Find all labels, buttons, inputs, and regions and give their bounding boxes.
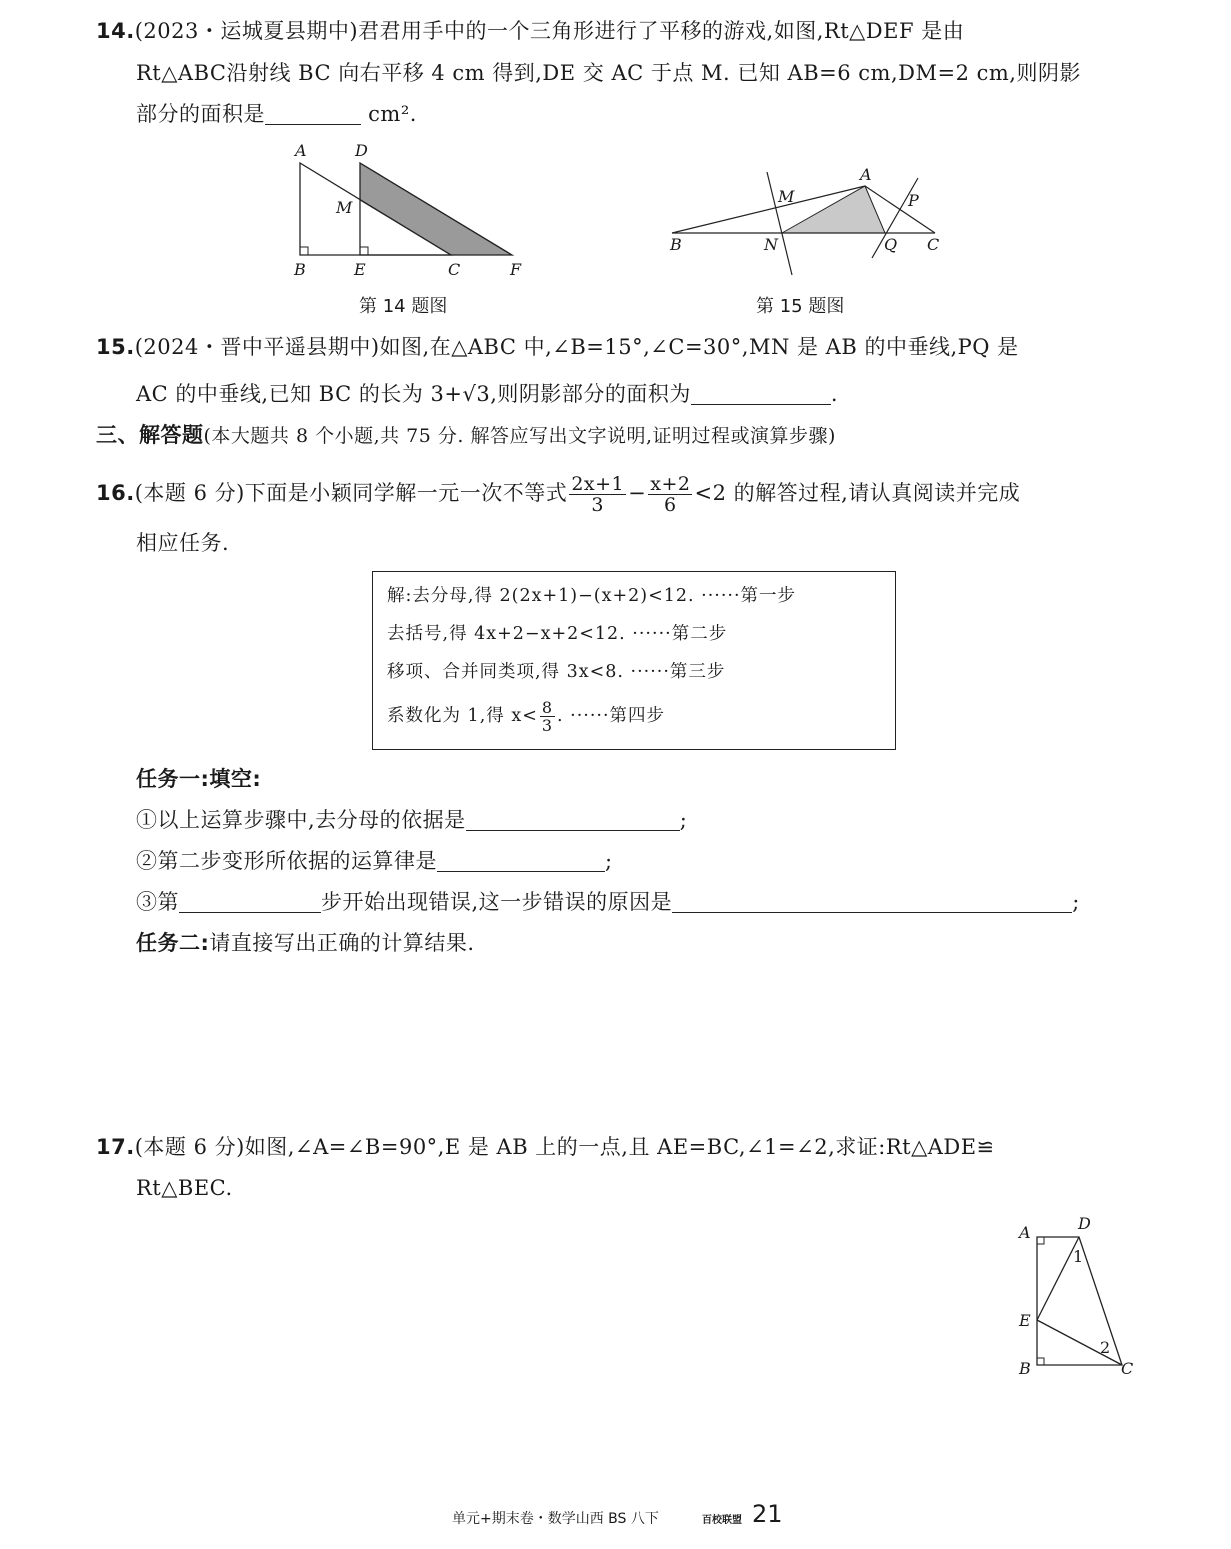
q17-line1 bbox=[96, 1132, 995, 1162]
figure-14 bbox=[270, 138, 540, 283]
fig14-right-angle-b bbox=[300, 247, 308, 255]
q17-line2: Rt△BEC. bbox=[136, 1176, 233, 1200]
fig17-label-angle2: 2 bbox=[1100, 1338, 1111, 1357]
q14-unit: cm². bbox=[361, 102, 417, 126]
q15-text-2: AC 的中垂线,已知 BC 的长为 3+√3,则阴影部分的面积为 bbox=[136, 382, 691, 406]
q16-item3-blank-step[interactable] bbox=[179, 890, 321, 913]
q16-step4-post: . ······第四步 bbox=[557, 706, 666, 726]
q16-solution-step3: 移项、合并同类项,得 3x<8. ······第三步 bbox=[387, 662, 726, 682]
q16-task1-title: 任务一: bbox=[136, 767, 210, 791]
fig17-label-angle1: 1 bbox=[1073, 1247, 1084, 1266]
q16-item2-end: ; bbox=[605, 849, 613, 873]
q14-caption: 第 14 题图 bbox=[359, 296, 448, 317]
q16-item2 bbox=[136, 846, 613, 876]
q15-answer-blank[interactable] bbox=[691, 382, 831, 405]
q16-task2 bbox=[136, 928, 475, 958]
q16-solution-step2: 去括号,得 4x+2−x+2<12. ······第二步 bbox=[387, 624, 728, 644]
fig15-label-a: A bbox=[860, 165, 872, 184]
fig15-label-m: M bbox=[778, 187, 795, 206]
q16-fraction-1 bbox=[569, 474, 626, 515]
q16-task1-heading bbox=[136, 764, 261, 794]
q16-solution-step1: 解:去分母,得 2(2x+1)−(x+2)<12. ······第一步 bbox=[387, 586, 797, 606]
fig17-right-angle-a bbox=[1037, 1237, 1044, 1244]
q15-number: 15. bbox=[96, 335, 135, 359]
q16-solution-step4 bbox=[387, 696, 665, 736]
q14-text-1: (2023・运城夏县期中)君君用手中的一个三角形进行了平移的游戏,如图,Rt△DEF 是由 bbox=[134, 19, 965, 43]
q16-solution-box bbox=[372, 571, 896, 750]
figure-15 bbox=[660, 160, 950, 280]
fig14-label-a: A bbox=[295, 141, 307, 160]
q15-caption: 第 15 题图 bbox=[756, 296, 845, 317]
q14-line2: Rt△ABC沿射线 BC 向右平移 4 cm 得到,DE 交 AC 于点 M. 已知 AB=6 cm,DM=2 cm,则阴影 bbox=[136, 61, 1081, 85]
q16-step4-num: 8 bbox=[541, 698, 554, 717]
q14-answer-blank[interactable] bbox=[265, 102, 361, 125]
q16-item3-end: ; bbox=[1072, 890, 1080, 914]
q17-text-1: (本题 6 分)如图,∠A=∠B=90°,E 是 AB 上的一点,且 AE=BC,∠1=∠2,求证:Rt△ADE≌ bbox=[134, 1135, 995, 1159]
q14-number: 14. bbox=[96, 19, 135, 43]
q14-text-3: 部分的面积是 bbox=[136, 102, 265, 126]
q16-minus: − bbox=[628, 481, 647, 505]
fig14-label-b: B bbox=[294, 260, 306, 279]
q16-item2-blank[interactable] bbox=[437, 849, 605, 872]
fig17-label-e: E bbox=[1019, 1311, 1031, 1330]
q15-line1 bbox=[96, 332, 1019, 362]
fig15-label-p: P bbox=[908, 191, 919, 210]
q16-item2-text: ②第二步变形所依据的运算律是 bbox=[136, 849, 437, 873]
q16-text-post: <2 的解答过程,请认真阅读并完成 bbox=[694, 481, 1021, 505]
q17-number: 17. bbox=[96, 1135, 135, 1159]
q16-task2-text: 请直接写出正确的计算结果. bbox=[209, 931, 475, 955]
q14-line3 bbox=[136, 99, 417, 129]
q16-frac1-den: 3 bbox=[591, 494, 605, 516]
q16-line2: 相应任务. bbox=[136, 531, 230, 555]
q16-item3-mid: 步开始出现错误,这一步错误的原因是 bbox=[321, 890, 673, 914]
fig14-label-e: E bbox=[354, 260, 366, 279]
q16-task1-label: 填空: bbox=[209, 767, 262, 791]
footer-brand: 百校联盟 bbox=[702, 1515, 742, 1526]
q16-item1-end: ; bbox=[679, 808, 688, 832]
q16-step4-pre: 系数化为 1,得 x< bbox=[387, 706, 538, 726]
q16-frac1-num: 2x+1 bbox=[571, 473, 625, 495]
fig15-label-q: Q bbox=[884, 235, 898, 254]
fig15-label-c: C bbox=[927, 235, 940, 254]
q16-step4-fraction bbox=[540, 699, 555, 734]
section-3-note: (本大题共 8 个小题,共 75 分. 解答应写出文字说明,证明过程或演算步骤) bbox=[203, 425, 836, 447]
fig17-right-angle-b bbox=[1037, 1358, 1044, 1365]
fig15-label-b: B bbox=[670, 235, 682, 254]
q15-text-end: . bbox=[830, 382, 839, 406]
q16-item3-blank-reason[interactable] bbox=[672, 890, 1072, 913]
section-3-title: 三、解答题 bbox=[96, 423, 204, 447]
q16-task2-title: 任务二: bbox=[136, 931, 210, 955]
figure-17 bbox=[1010, 1210, 1145, 1385]
fig14-label-m: M bbox=[336, 198, 353, 217]
q16-frac2-den: 6 bbox=[664, 494, 677, 516]
section-3-heading bbox=[96, 420, 836, 451]
fig17-label-d: D bbox=[1078, 1214, 1091, 1233]
fig14-right-angle-e bbox=[360, 247, 368, 255]
q16-fraction-2 bbox=[648, 474, 692, 515]
q15-line2 bbox=[136, 379, 838, 409]
fig15-label-n: N bbox=[764, 235, 778, 254]
fig14-label-c: C bbox=[448, 260, 461, 279]
fig15-shaded-region bbox=[782, 186, 885, 233]
q16-text-pre: (本题 6 分)下面是小颖同学解一元一次不等式 bbox=[134, 481, 568, 505]
q16-item3-pre: ③第 bbox=[136, 890, 179, 914]
q16-item1 bbox=[136, 805, 687, 835]
q16-item1-blank[interactable] bbox=[466, 808, 680, 831]
fig14-label-d: D bbox=[355, 141, 368, 160]
fig14-label-f: F bbox=[510, 260, 522, 279]
q15-text-1: (2024・晋中平遥县期中)如图,在△ABC 中,∠B=15°,∠C=30°,MN 是 AB 的中垂线,PQ 是 bbox=[134, 335, 1019, 359]
footer-text: 单元+期末卷・数学山西 BS 八下 bbox=[452, 1511, 659, 1527]
fig17-label-a: A bbox=[1019, 1223, 1031, 1242]
page-number: 21 bbox=[752, 1500, 783, 1528]
q16-item3 bbox=[136, 887, 1080, 917]
q16-step4-den: 3 bbox=[541, 716, 554, 735]
q16-number: 16. bbox=[96, 481, 135, 505]
fig17-label-b: B bbox=[1019, 1359, 1031, 1378]
fig17-label-c: C bbox=[1121, 1359, 1134, 1378]
q16-item1-text: ①以上运算步骤中,去分母的依据是 bbox=[136, 808, 466, 832]
q14-line1 bbox=[96, 16, 964, 46]
q16-line1 bbox=[96, 470, 1020, 516]
q16-frac2-num: x+2 bbox=[650, 473, 691, 495]
